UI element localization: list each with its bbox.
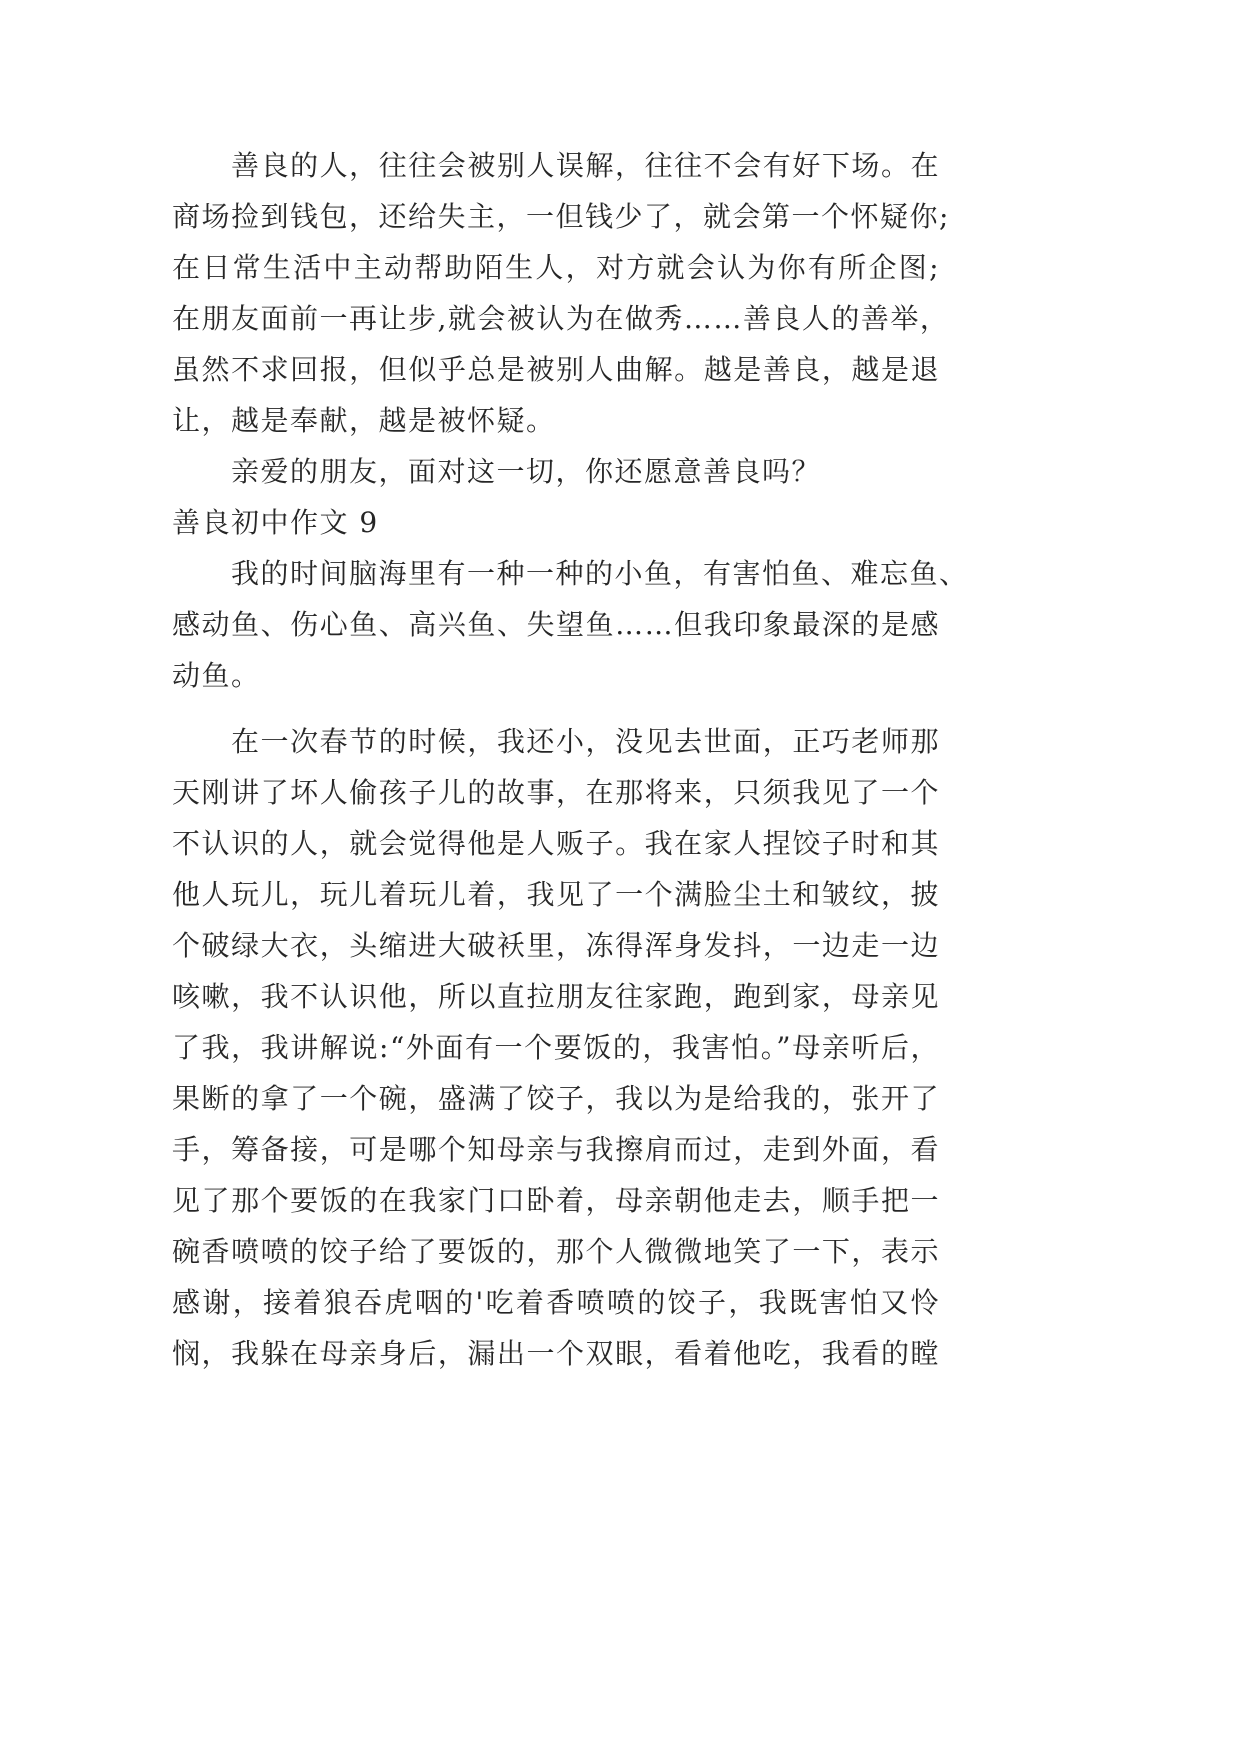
text-line: 在朋友面前一再让步,就会被认为在做秀……善良人的善举， <box>172 302 950 335</box>
section-heading-text: 善良初中作文 9 <box>172 506 379 539</box>
text-line: 在一次春节的时候，我还小，没见去世面，正巧老师那 <box>231 725 940 758</box>
text-line: 让，越是奉献，越是被怀疑。 <box>172 404 556 437</box>
text-line: 悯，我躲在母亲身后，漏出一个双眼，看着他吃，我看的瞠 <box>172 1337 940 1370</box>
text-line: 善良的人，往往会被别人误解，往往不会有好下场。在 <box>231 149 940 182</box>
text-line: 感谢，接着狼吞虎咽的'吃着香喷喷的饺子，我既害怕又怜 <box>172 1286 940 1319</box>
text-line: 动鱼。 <box>172 659 261 692</box>
text-line: 他人玩儿，玩儿着玩儿着，我见了一个满脸尘土和皱纹，披 <box>172 878 940 911</box>
text-line: 在日常生活中主动帮助陌生人，对方就会认为你有所企图; <box>172 251 940 284</box>
text-line: 亲爱的朋友，面对这一切，你还愿意善良吗？ <box>231 455 822 488</box>
text-line: 我的时间脑海里有一种一种的小鱼，有害怕鱼、难忘鱼、 <box>231 557 969 590</box>
text-line: 虽然不求回报，但似乎总是被别人曲解。越是善良，越是退 <box>172 353 940 386</box>
section-heading <box>172 497 940 548</box>
text-line: 见了那个要饭的在我家门口卧着，母亲朝他走去，顺手把一 <box>172 1184 940 1217</box>
text-line: 个破绿大衣，头缩进大破袄里，冻得浑身发抖，一边走一边 <box>172 929 940 962</box>
text-line: 感动鱼、伤心鱼、高兴鱼、失望鱼……但我印象最深的是感 <box>172 608 940 641</box>
document-body <box>172 140 969 1379</box>
text-line: 了我，我讲解说:“外面有一个要饭的，我害怕。”母亲听后， <box>172 1031 940 1064</box>
text-line: 咳嗽，我不认识他，所以直拉朋友往家跑，跑到家，母亲见 <box>172 980 940 1013</box>
paragraph-spring-festival-story <box>172 716 940 1379</box>
paragraph-misunderstood-kindness <box>172 140 950 446</box>
text-line: 果断的拿了一个碗，盛满了饺子，我以为是给我的，张开了 <box>172 1082 940 1115</box>
text-line: 手，筹备接，可是哪个知母亲与我擦肩而过，走到外面，看 <box>172 1133 940 1166</box>
text-line: 不认识的人，就会觉得他是人贩子。我在家人捏饺子时和其 <box>172 827 940 860</box>
text-line: 碗香喷喷的饺子给了要饭的，那个人微微地笑了一下，表示 <box>172 1235 940 1268</box>
paragraph-fish-memories <box>172 548 969 701</box>
text-line: 天刚讲了坏人偷孩子儿的故事，在那将来，只须我见了一个 <box>172 776 940 809</box>
text-line: 商场捡到钱包，还给失主，一但钱少了，就会第一个怀疑你; <box>172 200 950 233</box>
paragraph-question <box>172 446 940 497</box>
